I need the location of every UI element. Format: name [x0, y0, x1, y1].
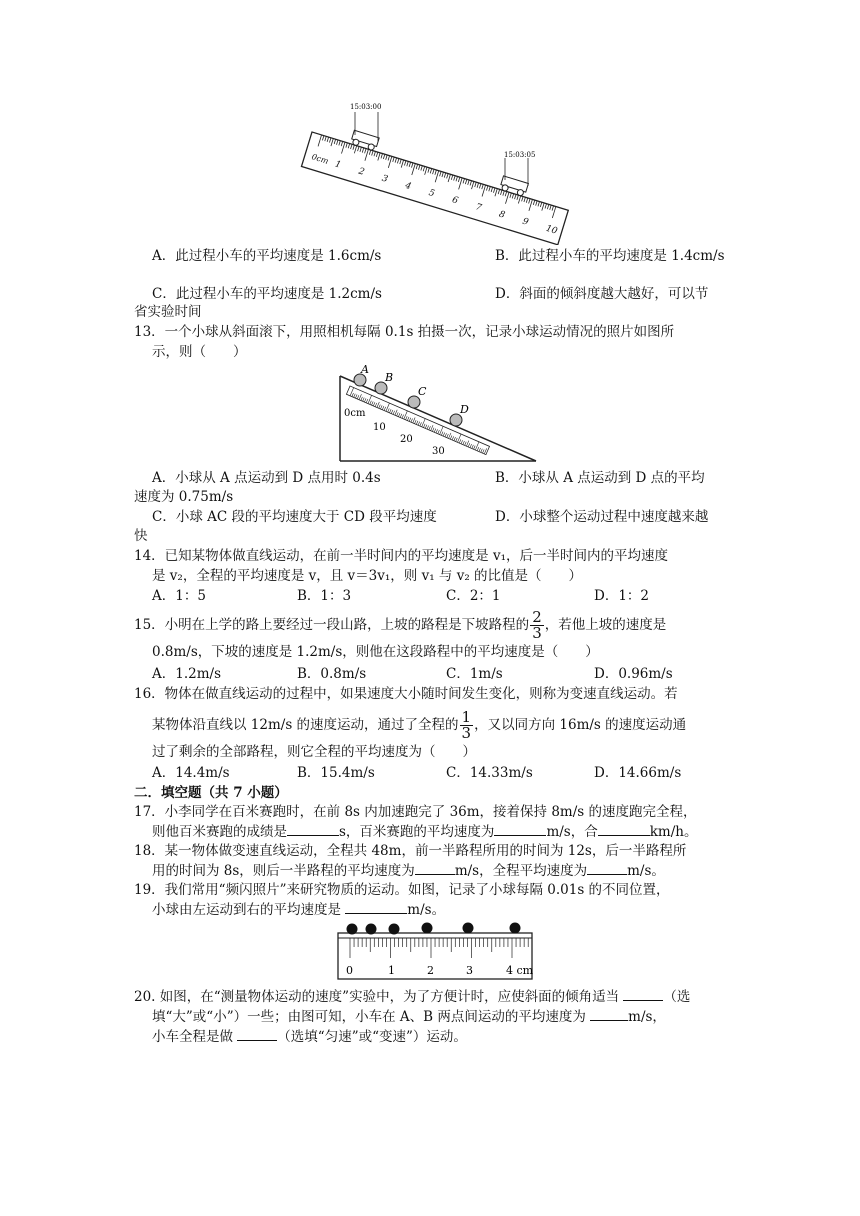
q17-stem-cont: 则他百米赛跑的成绩是 s，百米赛跑的平均速度为 m/s，合 km/h。	[152, 821, 697, 842]
q13-option-a[interactable]: A．小球从 A 点运动到 D 点用时 0.4s	[152, 470, 381, 486]
q12-option-d[interactable]: D．斜面的倾斜度越大越好，可以节	[495, 286, 709, 302]
q18-blank-second-half[interactable]	[415, 860, 455, 875]
q18-stem-cont: 用的时间为 8s，则后一半路程的平均速度为 m/s，全程平均速度为 m/s。	[152, 860, 665, 881]
q20-blank-motion-type[interactable]	[237, 1026, 277, 1041]
label-b: B	[385, 371, 394, 384]
tick-label-1: 1	[388, 964, 395, 977]
tick-label-3: 3	[466, 964, 473, 977]
q12-ruler-figure	[300, 100, 590, 245]
q16-stem: 16．物体在做直线运动的过程中，如果速度大小随时间发生变化，则称为变速直线运动。若	[134, 686, 678, 702]
q13-option-b[interactable]: B．小球从 A 点运动到 D 点的平均	[495, 470, 705, 486]
ruler-label-0: 0cm	[310, 152, 330, 166]
ruler-label-3: 3	[380, 173, 389, 185]
ruler-label-6: 6	[450, 195, 460, 207]
q13-stem-cont: 示，则（ ）	[152, 344, 247, 360]
ruler-label-4: 4	[403, 180, 413, 193]
label-c: C	[418, 385, 427, 398]
ball-6	[510, 923, 521, 934]
ball-5	[463, 923, 474, 934]
q16-option-b[interactable]: B．15.4m/s	[297, 765, 375, 781]
ruler-label-1: 1	[333, 159, 343, 171]
ruler-label-8: 8	[497, 209, 507, 221]
q13-stem: 13．一个小球从斜面滚下，用照相机每隔 0.1s 拍摄一次，记录小球运动情况的照片如图所	[134, 324, 675, 340]
q20-stem: 20. 如图，在“测量物体运动的速度”实验中，为了方便计时，应使斜面的倾角适当 （选	[134, 986, 690, 1007]
q17-blank-speed-kmh[interactable]	[598, 821, 650, 836]
fraction-one-third: $\frac{1}{3}$	[461, 708, 472, 742]
ruler-label-7: 7	[474, 202, 483, 214]
ball-4	[422, 923, 433, 934]
q13-option-d[interactable]: D．小球整个运动过程中速度越来越	[495, 509, 709, 525]
q16-stem-cont2: 过了剩余的全部路程，则它全程的平均速度为（ ）	[152, 744, 476, 760]
ruler-label-9: 9	[521, 216, 530, 228]
q13-option-c[interactable]: C．小球 AC 段的平均速度大于 CD 段平均速度	[152, 509, 437, 525]
q16-option-a[interactable]: A．14.4m/s	[152, 765, 230, 781]
ruler-label-10: 10	[544, 223, 559, 237]
q17-stem: 17．小李同学在百米赛跑时，在前 8s 内加速跑完了 36m，接着保持 8m/s 的速度跑完全程，	[134, 804, 697, 820]
label-a: A	[361, 364, 369, 376]
ruler-label-5: 5	[427, 188, 436, 200]
tick-label-2: 2	[427, 964, 434, 977]
q16-option-d[interactable]: D．14.66m/s	[594, 765, 682, 781]
q14-option-b[interactable]: B．1：3	[297, 588, 352, 604]
q17-blank-time[interactable]	[287, 821, 339, 836]
ball-3	[389, 924, 400, 935]
q13-option-b-cont: 速度为 0.75m/s	[134, 489, 234, 505]
tick-30: 30	[432, 446, 445, 457]
q19-stem-cont: 小球由左运动到右的平均速度是 m/s。	[152, 899, 445, 920]
q15-option-c[interactable]: C．1m/s	[446, 666, 503, 682]
q19-flash-photo-figure	[336, 920, 536, 982]
q13-option-d-cont: 快	[134, 528, 148, 544]
label-d: D	[460, 403, 469, 416]
q15-stem: 15．小明在上学的路上要经过一段山路，上坡的路程是下坡路程的 $\frac{2}{3}$ ，若他上坡的速度是	[134, 608, 667, 642]
q14-option-a[interactable]: A．1：5	[152, 588, 206, 604]
tick-label-4: 4 cm	[506, 964, 534, 977]
q18-stem: 18．某一物体做变速直线运动，全程共 48m，前一半路程所用的时间为 12s，后一半路程所	[134, 843, 687, 859]
timestamp-end: 15:03:05	[504, 151, 536, 159]
q20-stem-cont: 填“大”或“小”）一些；由图可知，小车在 A、B 两点间运动的平均速度为 m/s，	[152, 1006, 666, 1027]
q13-incline-figure	[336, 364, 541, 464]
ruler-label-2: 2	[357, 166, 366, 178]
q20-blank-angle[interactable]	[623, 986, 663, 1001]
q20-stem-cont2: 小车全程是做 （选填“匀速”或“变速”）运动。	[152, 1026, 467, 1047]
q12-option-c[interactable]: C．此过程小车的平均速度是 1.2cm/s	[152, 286, 382, 302]
timestamp-start: 15:03:00	[350, 103, 382, 111]
ball-1	[347, 924, 358, 935]
q14-option-d[interactable]: D．1：2	[594, 588, 650, 604]
q12-option-d-cont: 省实验时间	[134, 304, 202, 320]
q19-blank-speed[interactable]	[345, 899, 407, 914]
tick-20: 20	[400, 434, 413, 445]
q14-option-c[interactable]: C．2：1	[446, 588, 501, 604]
section-title-fill-blank: 二．填空题（共 7 小题）	[134, 785, 288, 801]
q18-blank-average[interactable]	[587, 860, 627, 875]
q14-stem: 14．已知某物体做直线运动，在前一半时间内的平均速度是 v₁，后一半时间内的平均速度	[134, 548, 669, 564]
tick-label-0: 0	[346, 964, 353, 977]
tick-10: 10	[373, 422, 386, 433]
q15-option-b[interactable]: B．0.8m/s	[297, 666, 367, 682]
q15-option-a[interactable]: A．1.2m/s	[152, 666, 221, 682]
q14-stem-cont: 是 v₂，全程的平均速度是 v，且 v＝3v₁，则 v₁ 与 v₂ 的比值是（ ）	[152, 568, 583, 584]
tick-0cm: 0cm	[344, 408, 366, 419]
q12-option-a[interactable]: A．此过程小车的平均速度是 1.6cm/s	[152, 248, 382, 264]
q20-blank-speed[interactable]	[590, 1006, 628, 1021]
q17-blank-speed-ms[interactable]	[494, 821, 546, 836]
fraction-two-thirds: $\frac{2}{3}$	[532, 608, 542, 642]
q16-option-c[interactable]: C．14.33m/s	[446, 765, 533, 781]
q12-option-b[interactable]: B．此过程小车的平均速度是 1.4cm/s	[495, 248, 725, 264]
q15-option-d[interactable]: D．0.96m/s	[594, 666, 673, 682]
q16-stem-cont: 某物体沿直线以 12m/s 的速度运动，通过了全程的 $\frac{1}{3}$ ，又以同方向 16m/s 的速度运动通	[152, 708, 687, 742]
q15-stem-cont: 0.8m/s，下坡的速度是 1.2m/s，则他在这段路程中的平均速度是（ ）	[152, 644, 599, 660]
ball-2	[366, 924, 377, 935]
q19-stem: 19．我们常用“频闪照片”来研究物质的运动。如图，记录了小球每隔 0.01s 的不同位置，	[134, 882, 670, 898]
